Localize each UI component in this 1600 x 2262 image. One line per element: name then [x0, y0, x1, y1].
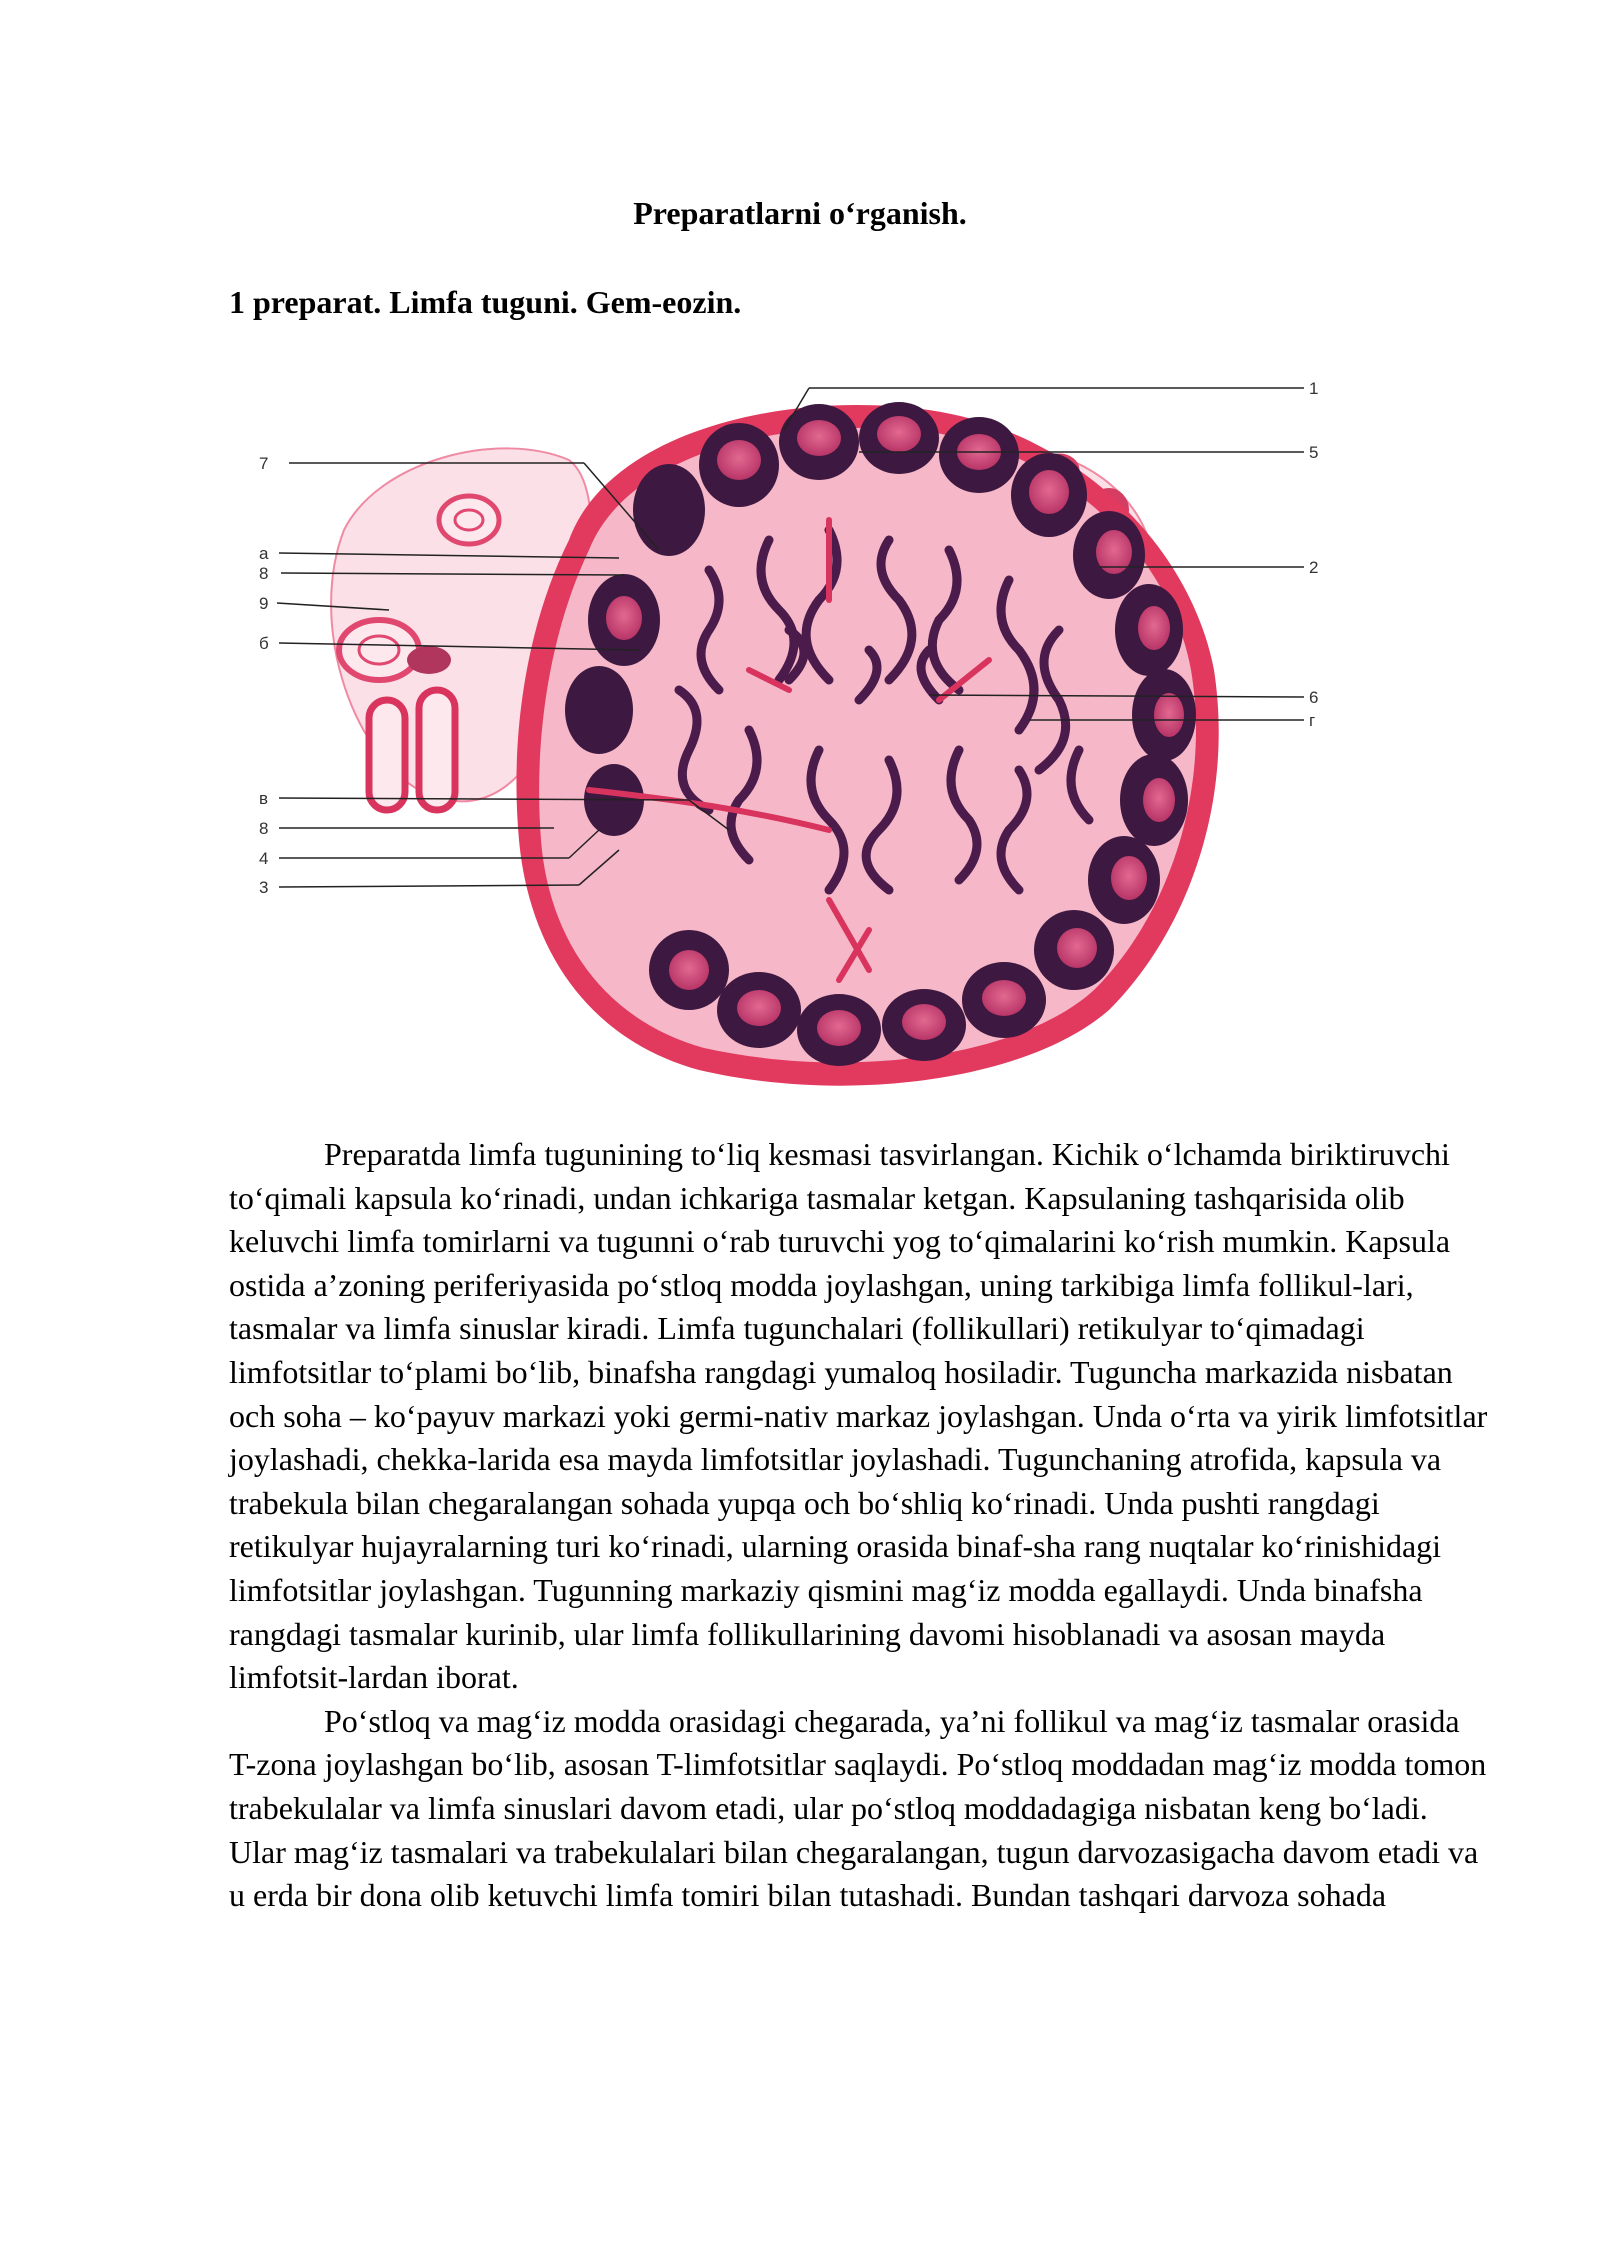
label-1: 1 — [1309, 379, 1319, 398]
label-4: 4 — [259, 849, 269, 868]
label-8-bottom: 8 — [259, 819, 269, 838]
paragraph-1: Preparatda limfa tugunining to‘liq kesmasi tasvirlangan. Kichik o‘lchamda biriktiruvchi to‘qimali kapsula ko‘rinadi, undan ichkariga tasmalar ketgan. Kapsulaning tashqarisida olib keluvchi limfa tomirlarni va tugunni o‘rab turuvchi yog to‘qimalarini ko‘rish mumkin. Kapsula ostida a’zoning periferiyasida po‘stloq modda joylashgan, uning tarkibiga limfa follikul-lari, tasmalar va limfa sinuslar kiradi. Limfa tugunchalari (follikullari) retikulyar to‘qimadagi limfotsitlar to‘plami bo‘lib, binafsha rangdagi yumaloq hosiladir. Tuguncha markazida nisbatan och soha – ko‘payuv markazi yoki germi-nativ markaz joylashgan. Unda o‘rta va yirik limfotsitlar joylashadi, chekka-larida esa mayda limfotsitlar joylashadi. Tugunchaning atrofida, kapsula va trabekula bilan chegaralangan sohada yupqa och bo‘shliq ko‘rinadi. Unda pushti rangdagi retikulyar hujayralarning turi ko‘rinadi, ularning orasida binaf-sha rang nuqtalar ko‘rinishidagi limfotsitlar joylashgan. Tugunning markaziy qismini mag‘iz modda egallaydi. Unda binafsha rangdagi tasmalar kurinib, ular limfa follikullarining davomi hisoblanadi va asosan mayda limfotsit-lardan iborat. — [229, 1136, 1488, 1696]
label-8-top: 8 — [259, 564, 269, 583]
label-9: 9 — [259, 594, 269, 613]
lymph-node-drawing — [229, 370, 1371, 1090]
label-b: б — [259, 634, 269, 653]
preparation-heading: 1 preparat. Limfa tuguni. Gem-eozin. — [229, 284, 742, 320]
label-g: г — [1309, 711, 1316, 730]
label-a: а — [259, 544, 269, 563]
document-title: Preparatlarni o‘rganish. — [633, 195, 967, 231]
label-v: в — [259, 789, 269, 808]
label-2: 2 — [1309, 558, 1319, 577]
label-5: 5 — [1309, 443, 1319, 462]
label-6: 6 — [1309, 688, 1319, 707]
label-3: 3 — [259, 878, 269, 897]
label-7: 7 — [259, 454, 269, 473]
lymph-node-illustration — [229, 370, 1371, 1090]
paragraph-2: Po‘stloq va mag‘iz modda orasidagi chegarada, ya’ni follikul va mag‘iz tasmalar orasida T-zona joylashgan bo‘lib, asosan T-limfotsitlar saqlaydi. Po‘stloq moddadan mag‘iz modda tomon trabekulalar va limfa sinuslari davom etadi, ular po‘stloq moddadagiga nisbatan keng bo‘ladi. Ular mag‘iz tasmalari va trabekulalari bilan chegaralangan, tugun darvozasigacha davom etadi va u erda bir dona olib ketuvchi limfa tomiri bilan tutashadi. Bundan tashqari darvoza sohada — [229, 1702, 1487, 1914]
description-text — [229, 1133, 1489, 1918]
